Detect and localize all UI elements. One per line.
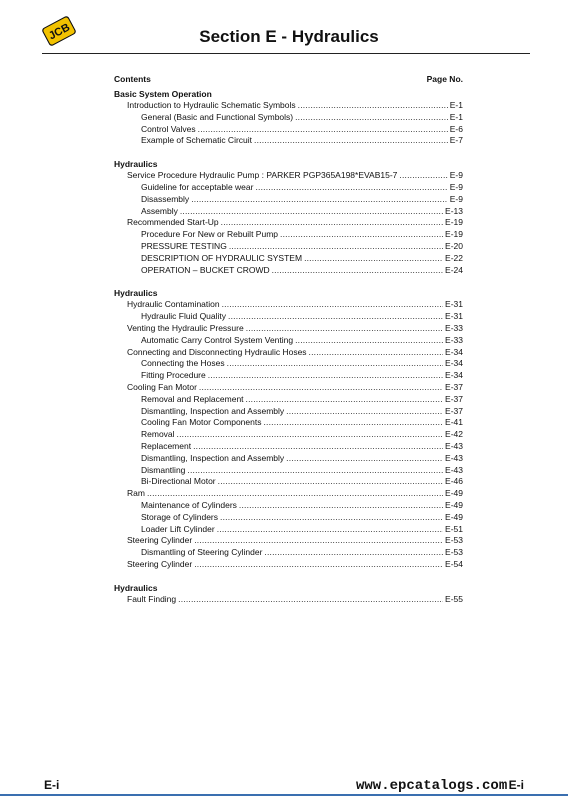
toc-entry-page: E-37 — [445, 393, 463, 404]
toc-entry-title: Steering Cylinder — [127, 535, 193, 546]
dot-leader — [178, 594, 443, 606]
toc-entry-page: E-19 — [445, 229, 463, 240]
toc-entry-page: E-55 — [445, 593, 463, 604]
section-heading: Hydraulics — [114, 288, 158, 299]
toc-entry-page: E-6 — [449, 123, 463, 134]
toc-entry-title: Hydraulic Contamination — [127, 299, 220, 310]
toc-entry[interactable] — [114, 594, 463, 606]
toc-entry-title: Automatic Carry Control System Venting — [141, 334, 294, 345]
toc-entry[interactable] — [114, 394, 463, 406]
toc-entry-page: E-54 — [445, 558, 463, 569]
toc-entry-title: Introduction to Hydraulic Schematic Symbols — [127, 100, 296, 110]
toc-entry[interactable] — [114, 112, 463, 124]
toc-entry[interactable] — [114, 453, 463, 465]
toc-entry-page: E-9 — [449, 170, 463, 181]
toc-header — [114, 74, 463, 84]
toc-entry[interactable] — [114, 559, 463, 571]
toc-entry-page: E-34 — [445, 346, 463, 357]
toc-entry-title: OPERATION – BUCKET CROWD — [141, 264, 270, 275]
toc-entry-page: E-51 — [445, 523, 463, 534]
dot-leader — [222, 299, 443, 311]
toc-entry[interactable] — [114, 135, 463, 147]
toc-entry-title: Steering Cylinder — [127, 558, 193, 569]
dot-leader — [298, 100, 448, 112]
toc-entry[interactable] — [114, 512, 463, 524]
section-heading: Hydraulics — [114, 582, 158, 593]
dot-leader — [304, 253, 443, 265]
toc-entry-page: E-7 — [449, 135, 463, 146]
dot-leader — [198, 124, 448, 136]
toc-entry-page: E-9 — [449, 181, 463, 192]
section-heading: Hydraulics — [114, 159, 158, 170]
toc-entry-page: E-43 — [445, 464, 463, 475]
toc-entry[interactable] — [114, 182, 463, 194]
dot-leader — [177, 429, 443, 441]
dot-leader — [208, 370, 443, 382]
toc-entry-page: E-37 — [445, 381, 463, 392]
toc-entry-page: E-34 — [445, 358, 463, 369]
toc-entry-title: Assembly — [141, 205, 178, 216]
toc-entry[interactable] — [114, 323, 463, 335]
toc-entry-page: E-31 — [445, 299, 463, 310]
table-of-contents — [114, 89, 463, 605]
toc-entry[interactable] — [114, 311, 463, 323]
dot-leader — [280, 229, 443, 241]
dot-leader — [286, 406, 443, 418]
dot-leader — [221, 217, 443, 229]
toc-entry[interactable] — [114, 241, 463, 253]
toc-entry-page: E-1 — [449, 111, 463, 122]
toc-entry-title: Procedure For New or Rebuilt Pump — [141, 229, 279, 240]
toc-entry[interactable] — [114, 335, 463, 347]
toc-entry[interactable] — [114, 170, 463, 182]
dot-leader — [263, 417, 443, 429]
toc-entry[interactable] — [114, 382, 463, 394]
section-spacer — [114, 276, 463, 288]
toc-entry-page: E-20 — [445, 240, 463, 251]
toc-entry[interactable] — [114, 229, 463, 241]
toc-entry-title: Dismantling — [141, 464, 186, 475]
dot-leader — [254, 135, 448, 147]
toc-entry[interactable] — [114, 370, 463, 382]
toc-entry-page: E-41 — [445, 417, 463, 428]
toc-entry-page: E-33 — [445, 322, 463, 333]
toc-entry-page: E-31 — [445, 311, 463, 322]
dot-leader — [272, 265, 443, 277]
section-heading: Basic System Operation — [114, 89, 212, 99]
toc-entry-page: E-24 — [445, 264, 463, 275]
toc-entry-title: Guideline for acceptable wear — [141, 181, 254, 192]
toc-entry-title: Storage of Cylinders — [141, 511, 219, 522]
toc-entry-title: Removal and Replacement — [141, 393, 244, 404]
dot-leader — [295, 335, 443, 347]
toc-entry-title: General (Basic and Functional Symbols) — [141, 111, 294, 122]
toc-entry[interactable] — [114, 441, 463, 453]
toc-entry-page: E-53 — [445, 547, 463, 558]
toc-entry[interactable] — [114, 194, 463, 206]
toc-entry[interactable] — [114, 206, 463, 218]
toc-entry-page: E-9 — [449, 193, 463, 204]
toc-entry-title: Cooling Fan Motor Components — [141, 417, 262, 428]
toc-entry[interactable] — [114, 100, 463, 112]
toc-entry-title: Hydraulic Fluid Quality — [141, 311, 227, 322]
toc-entry-page: E-19 — [445, 217, 463, 228]
toc-entry-page: E-49 — [445, 511, 463, 522]
dot-leader — [220, 512, 443, 524]
toc-entry[interactable] — [114, 358, 463, 370]
toc-entry-title: Service Procedure Hydraulic Pump : PARKER PGP365A198*EVAB15-7 — [127, 170, 398, 181]
toc-entry-page: E-49 — [445, 488, 463, 499]
dot-leader — [399, 170, 447, 182]
toc-entry[interactable] — [114, 488, 463, 500]
dot-leader — [229, 241, 443, 253]
dot-leader — [194, 535, 443, 547]
toc-entry-title: Dismantling of Steering Cylinder — [141, 547, 263, 558]
dot-leader — [227, 358, 443, 370]
toc-entry[interactable] — [114, 265, 463, 277]
dot-leader — [246, 394, 444, 406]
page-title: Section E - Hydraulics — [199, 27, 379, 46]
dot-leader — [255, 182, 447, 194]
toc-entry-page: E-1 — [449, 100, 463, 110]
dot-leader — [239, 500, 443, 512]
page-no-label: Page No. — [426, 74, 463, 84]
toc-entry-title: Fault Finding — [127, 593, 177, 604]
toc-entry[interactable] — [114, 547, 463, 559]
dot-leader — [228, 311, 443, 323]
footer-page-label-right: E-i — [508, 778, 524, 792]
toc-entry-title: Venting the Hydraulic Pressure — [127, 322, 244, 333]
toc-entry[interactable] — [114, 299, 463, 311]
toc-entry-title: Disassembly — [141, 193, 190, 204]
toc-entry-title: Example of Schematic Circuit — [141, 135, 253, 146]
toc-entry-page: E-49 — [445, 499, 463, 510]
dot-leader — [147, 488, 443, 500]
toc-entry[interactable] — [114, 465, 463, 477]
toc-entry[interactable] — [114, 347, 463, 359]
toc-entry-title: Recommended Start-Up — [127, 217, 219, 228]
dot-leader — [217, 524, 443, 536]
dot-leader — [191, 194, 448, 206]
dot-leader — [218, 476, 443, 488]
toc-entry[interactable] — [114, 217, 463, 229]
toc-entry[interactable] — [114, 417, 463, 429]
dot-leader — [246, 323, 443, 335]
toc-entry-title: Bi-Directional Motor — [141, 476, 216, 487]
toc-entry-title: Cooling Fan Motor — [127, 381, 197, 392]
toc-entry-page: E-22 — [445, 252, 463, 263]
toc-entry[interactable] — [114, 406, 463, 418]
toc-entry-page: E-53 — [445, 535, 463, 546]
dot-leader — [193, 441, 443, 453]
toc-entry-page: E-34 — [445, 370, 463, 381]
logo-text: JCB — [46, 21, 73, 43]
toc-entry[interactable] — [114, 535, 463, 547]
toc-entry[interactable] — [114, 429, 463, 441]
dot-leader — [180, 206, 443, 218]
toc-entry-title: PRESSURE TESTING — [141, 240, 227, 251]
toc-entry-title: Connecting the Hoses — [141, 358, 225, 369]
toc-entry[interactable] — [114, 524, 463, 536]
toc-entry-title: Control Valves — [141, 123, 196, 134]
bottom-divider — [0, 794, 568, 796]
toc-entry-title: Connecting and Disconnecting Hydraulic Hoses — [127, 346, 307, 357]
toc-entry[interactable] — [114, 500, 463, 512]
toc-entry[interactable] — [114, 124, 463, 136]
dot-leader — [295, 112, 448, 124]
toc-entry-title: Loader Lift Cylinder — [141, 523, 215, 534]
toc-entry[interactable] — [114, 476, 463, 488]
dot-leader — [199, 382, 443, 394]
toc-entry[interactable] — [114, 253, 463, 265]
toc-entry-page: E-42 — [445, 429, 463, 440]
toc-entry-page: E-37 — [445, 405, 463, 416]
toc-entry-title: Removal — [141, 429, 175, 440]
toc-entry-title: DESCRIPTION OF HYDRAULIC SYSTEM — [141, 252, 303, 263]
toc-entry-title: Ram — [127, 488, 145, 499]
toc-entry-page: E-33 — [445, 334, 463, 345]
title-divider — [42, 53, 530, 54]
toc-entry-title: Dismantling, Inspection and Assembly — [141, 452, 285, 463]
section-spacer — [114, 147, 463, 159]
footer-page-label-left: E-i — [44, 778, 60, 792]
dot-leader — [286, 453, 443, 465]
toc-entry-page: E-46 — [445, 476, 463, 487]
toc-entry-page: E-43 — [445, 452, 463, 463]
dot-leader — [194, 559, 443, 571]
contents-label: Contents — [114, 74, 151, 84]
toc-entry-page: E-13 — [445, 205, 463, 216]
toc-entry-title: Maintenance of Cylinders — [141, 499, 237, 510]
dot-leader — [309, 347, 443, 359]
dot-leader — [264, 547, 443, 559]
toc-entry-title: Dismantling, Inspection and Assembly — [141, 405, 285, 416]
dot-leader — [187, 465, 443, 477]
watermark: www.epcatalogs.com — [356, 778, 508, 794]
toc-entry-title: Replacement — [141, 440, 192, 451]
toc-entry-title: Fitting Procedure — [141, 370, 206, 381]
toc-entry-page: E-43 — [445, 440, 463, 451]
section-spacer — [114, 571, 463, 583]
